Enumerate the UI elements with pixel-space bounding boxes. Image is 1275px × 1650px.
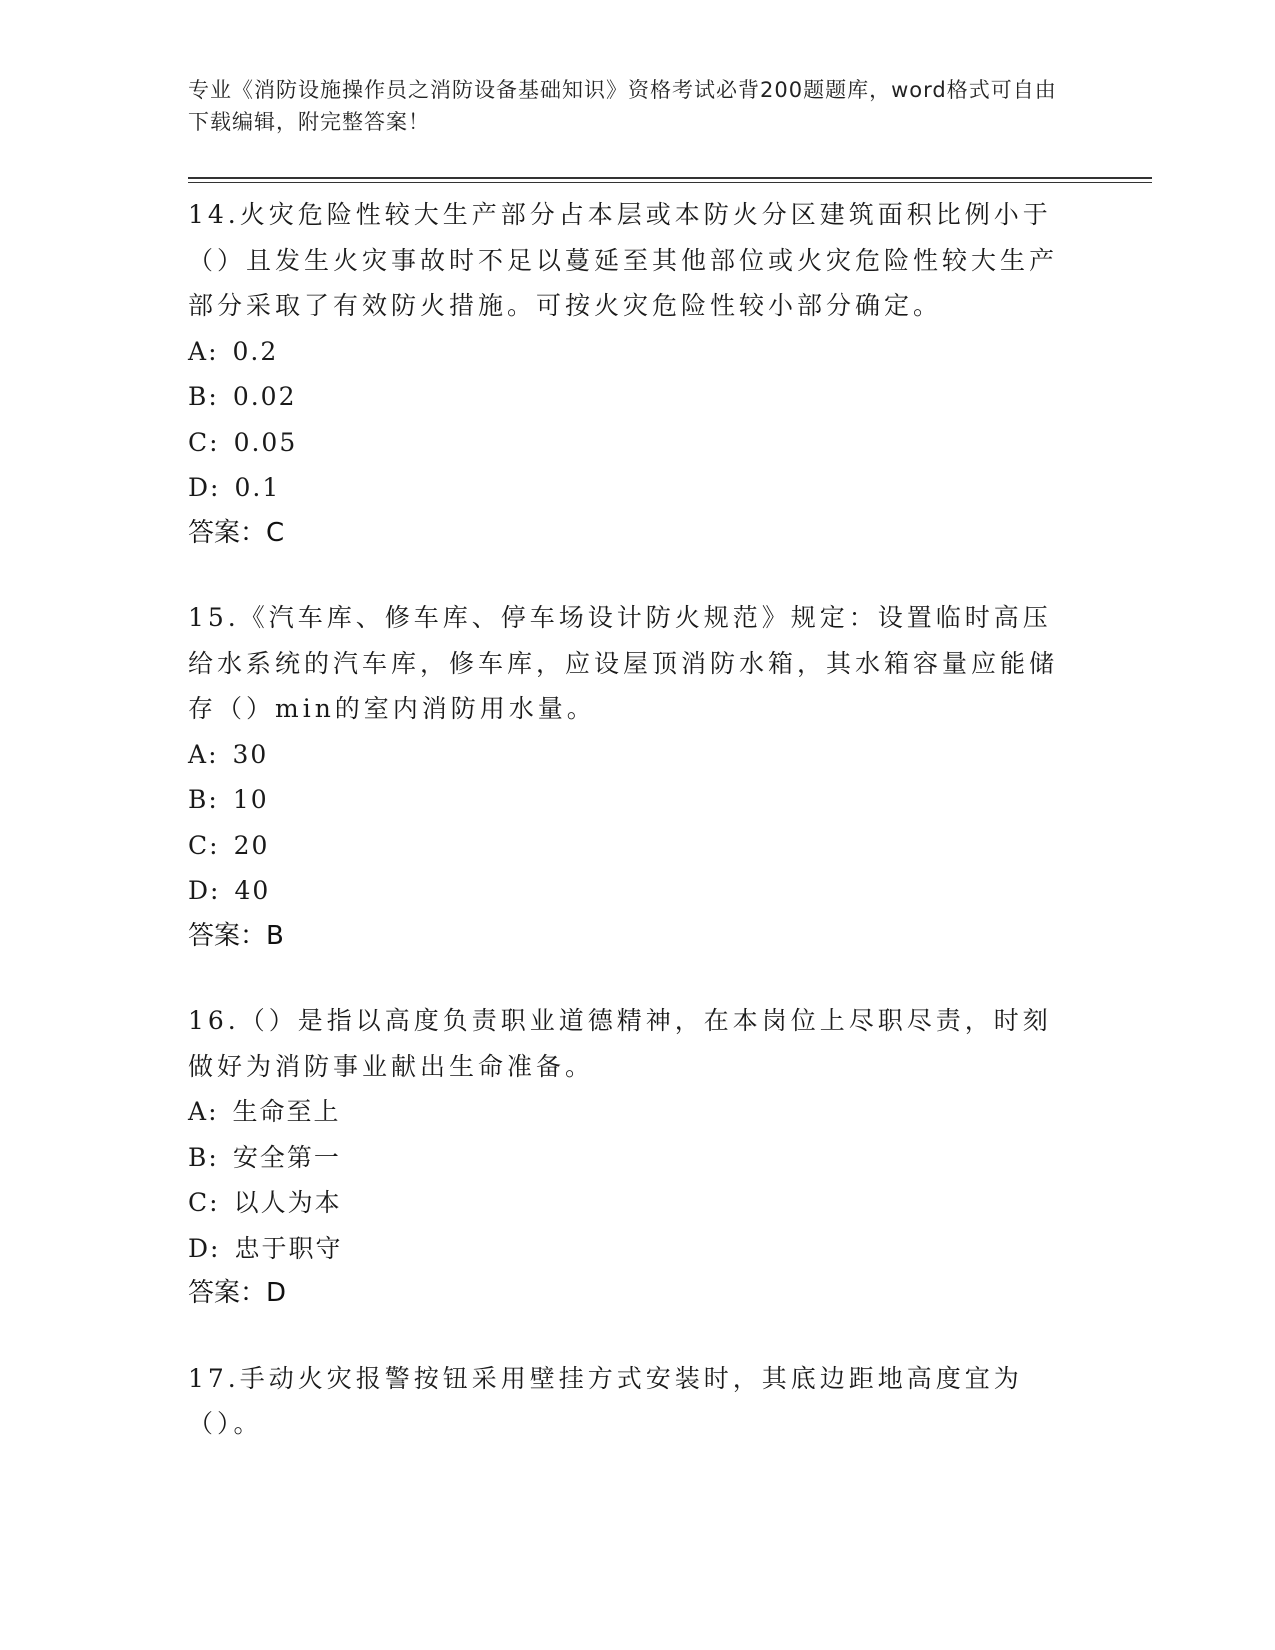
option-a: A: 30	[188, 739, 269, 769]
answer-line: 答案：D	[188, 1278, 287, 1308]
answer-line: 答案：C	[188, 517, 285, 548]
header-divider-thick	[188, 177, 1152, 179]
question-15	[188, 595, 1068, 959]
question-list	[188, 192, 1068, 1486]
option-c: C: 0.05	[188, 427, 298, 457]
option-c: C: 20	[188, 830, 270, 860]
question-stem: 14.火灾危险性较大生产部分占本层或本防火分区建筑面积比例小于（）且发生火灾事故时不足以蔓延至其他部位或火灾危险性较大生产部分采取了有效防火措施。可按火灾危险性较小部分确定。	[188, 200, 1059, 320]
question-stem: 17.手动火灾报警按钮采用壁挂方式安装时，其底边距地高度宜为（）。	[188, 1363, 1023, 1438]
answer-line: 答案：B	[188, 920, 284, 951]
option-b: B: 0.02	[188, 382, 297, 411]
document-header: 专业《消防设施操作员之消防设备基础知识》资格考试必背200题题库，word格式可自由下载编辑，附完整答案！	[188, 78, 1057, 134]
option-b: B: 10	[188, 785, 269, 814]
option-a: A: 0.2	[188, 336, 279, 366]
option-d: D: 0.1	[188, 473, 281, 502]
question-17	[188, 1356, 1068, 1447]
option-c: C: 以人为本	[188, 1188, 342, 1217]
option-d: D: 忠于职守	[188, 1233, 343, 1263]
question-stem: 16.（）是指以高度负责职业道德精神，在本岗位上尽职尽责，时刻做好为消防事业献出生命准备。	[188, 1006, 1052, 1081]
question-16	[188, 998, 1068, 1317]
header-divider-thin	[188, 182, 1152, 183]
option-b: B: 安全第一	[188, 1142, 341, 1172]
question-stem: 15.《汽车库、修车库、停车场设计防火规范》规定：设置临时高压给水系统的汽车库，修车库，应设屋顶消防水箱，其水箱容量应能储存（）min的室内消防用水量。	[188, 603, 1059, 723]
option-d: D: 40	[188, 876, 271, 905]
question-14	[188, 192, 1068, 556]
option-a: A: 生命至上	[188, 1097, 341, 1126]
